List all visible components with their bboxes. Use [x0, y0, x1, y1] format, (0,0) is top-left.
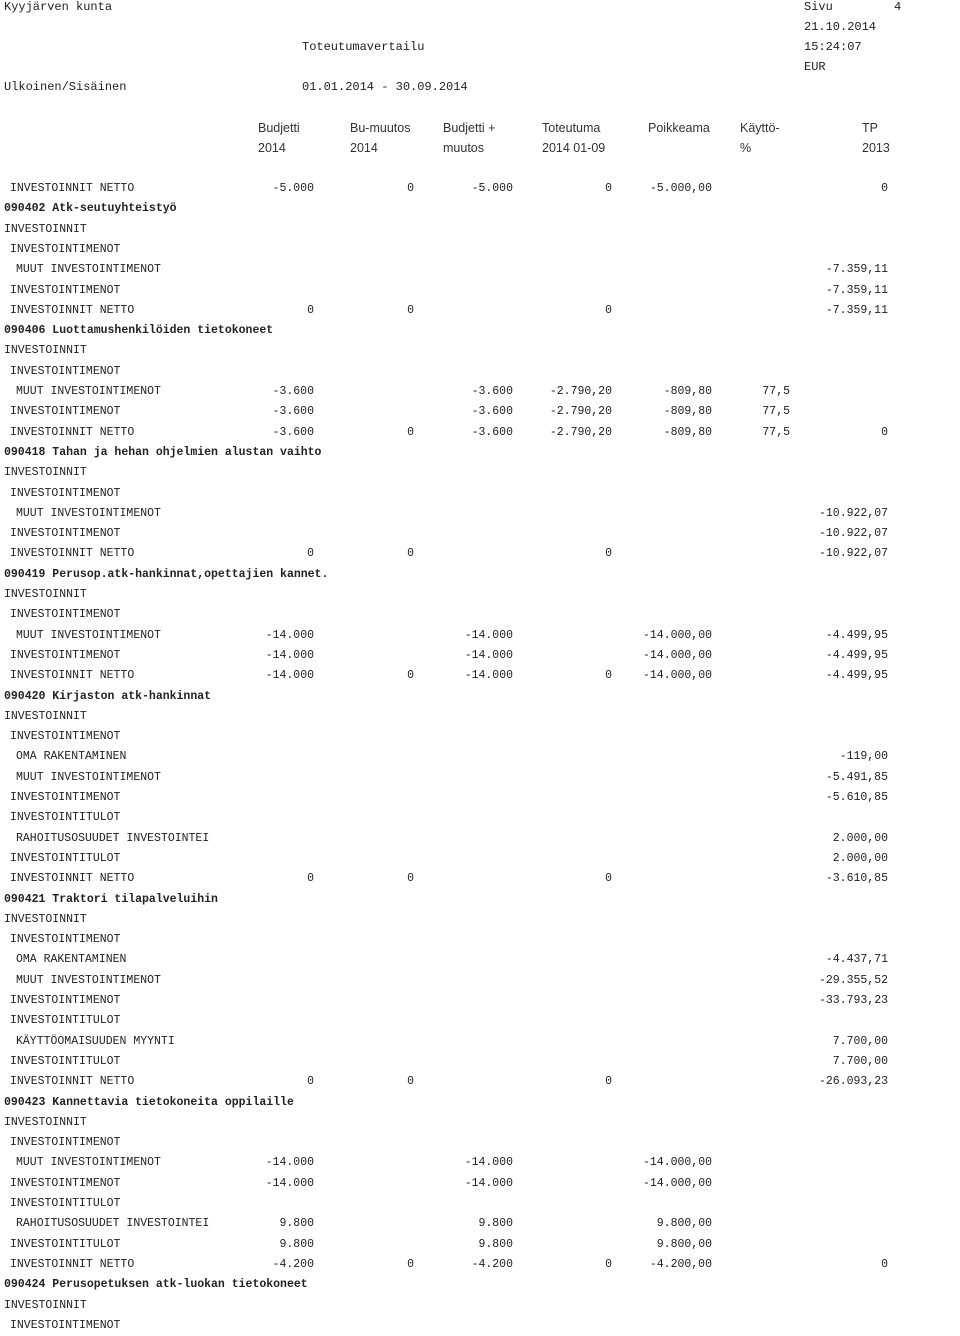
- cell-deviation: -14.000,00: [642, 648, 712, 662]
- page-number: 4: [894, 0, 902, 14]
- row-label: INVESTOINTIMENOT: [10, 648, 121, 662]
- table-row: [0, 869, 960, 889]
- row-label: INVESTOINNIT: [4, 222, 87, 236]
- cell-budget: 9.800: [279, 1217, 314, 1231]
- cell-deviation: 9.800,00: [656, 1217, 712, 1231]
- cell-tp: -4.499,95: [825, 669, 888, 683]
- section-row: [0, 1093, 960, 1113]
- row-label: INVESTOINTIMENOT: [10, 405, 121, 419]
- table-row: [0, 544, 960, 564]
- cell-actual: -2.790,20: [549, 425, 612, 439]
- cell-tp: -3.610,85: [825, 872, 888, 886]
- cell-budget: 0: [307, 547, 314, 561]
- row-label: INVESTOINTIMENOT: [10, 791, 121, 804]
- table-row: [0, 1011, 960, 1031]
- table-row: [0, 1072, 960, 1092]
- section-row: [0, 443, 960, 463]
- col-header-budget-plus-sub: muutos: [443, 141, 484, 155]
- section-row: [0, 687, 960, 707]
- row-label: INVESTOINNIT: [4, 912, 87, 926]
- section-row: [0, 565, 960, 585]
- cell-budget: -14.000: [265, 628, 314, 642]
- cell-deviation: -4.200,00: [649, 1257, 712, 1271]
- report-time: 15:24:07: [804, 40, 862, 54]
- col-header-deviation: Poikkeama: [648, 121, 710, 135]
- cell-budget: -14.000: [265, 669, 314, 683]
- col-header-tp: TP: [862, 121, 878, 135]
- table-row: [0, 402, 960, 422]
- section-title: 090421 Traktori tilapalveluihin: [4, 892, 218, 906]
- cell-actual: 0: [605, 669, 612, 683]
- table-row: [0, 1052, 960, 1072]
- cell-actual: 0: [605, 182, 612, 195]
- table-row: [0, 362, 960, 382]
- row-label: INVESTOINNIT NETTO: [10, 1257, 135, 1271]
- cell-tp: -7.359,11: [825, 303, 888, 317]
- section-title: 090423 Kannettavia tietokoneita oppilaille: [4, 1095, 294, 1109]
- cell-usage-pct: 77,5: [762, 405, 790, 419]
- cell-tp: 2.000,00: [832, 831, 888, 845]
- row-label: KÄYTTÖOMAISUUDEN MYYNTI: [16, 1034, 175, 1048]
- cell-tp: -4.437,71: [825, 953, 888, 967]
- cell-tp: -5.491,85: [825, 770, 888, 784]
- col-header-actual-period: 2014 01-09: [542, 141, 606, 155]
- cell-tp: -4.499,95: [825, 648, 888, 662]
- table-row: [0, 849, 960, 869]
- cell-actual: 0: [605, 872, 612, 886]
- cell-budget-total: 9.800: [478, 1217, 513, 1231]
- cell-actual: -2.790,20: [549, 405, 612, 419]
- cell-budget-change: 0: [407, 303, 414, 317]
- cell-tp: -33.793,23: [818, 994, 888, 1007]
- cell-budget-total: -14.000: [464, 1156, 513, 1170]
- table-row: [0, 1235, 960, 1255]
- row-label: INVESTOINNIT NETTO: [10, 872, 135, 886]
- col-header-actual: Toteutuma: [542, 121, 601, 135]
- row-label: INVESTOINTIMENOT: [10, 933, 121, 947]
- cell-tp: 2.000,00: [832, 851, 888, 865]
- cell-budget-change: 0: [407, 1257, 414, 1271]
- cell-budget-total: -3.600: [471, 405, 513, 419]
- table-row: [0, 666, 960, 686]
- cell-budget: -14.000: [265, 1156, 314, 1170]
- table-row: [0, 1133, 960, 1153]
- table-row: [0, 1296, 960, 1316]
- col-header-tp-year: 2013: [862, 141, 890, 155]
- row-label: INVESTOINTITULOT: [10, 851, 121, 865]
- row-label: INVESTOINNIT NETTO: [10, 182, 135, 195]
- row-label: MUUT INVESTOINTIMENOT: [16, 263, 161, 277]
- row-label: MUUT INVESTOINTIMENOT: [16, 770, 161, 784]
- table-row: [0, 484, 960, 504]
- row-label: INVESTOINNIT: [4, 588, 87, 601]
- row-label: MUUT INVESTOINTIMENOT: [16, 628, 161, 642]
- section-row: [0, 321, 960, 341]
- table-row: [0, 585, 960, 605]
- cell-tp: -4.499,95: [825, 628, 888, 642]
- table-row: [0, 1255, 960, 1275]
- row-label: INVESTOINNIT NETTO: [10, 547, 135, 561]
- row-label: INVESTOINTIMENOT: [10, 994, 121, 1007]
- row-label: RAHOITUSOSUUDET INVESTOINTEI: [16, 1217, 210, 1231]
- section-title: 090402 Atk-seutuyhteistyö: [4, 202, 177, 216]
- report-period: 01.01.2014 - 30.09.2014: [302, 80, 468, 94]
- row-label: INVESTOINTIMENOT: [10, 730, 121, 744]
- section-title: 090420 Kirjaston atk-hankinnat: [4, 689, 212, 703]
- cell-budget: 9.800: [279, 1237, 314, 1251]
- col-header-usage-unit: %: [740, 141, 752, 155]
- cell-budget-total: 9.800: [478, 1237, 513, 1251]
- table-row: [0, 504, 960, 524]
- cell-budget-change: 0: [407, 1075, 414, 1089]
- row-label: INVESTOINNIT: [4, 344, 87, 358]
- cell-tp: 7.700,00: [832, 1034, 888, 1048]
- table-row: [0, 991, 960, 1011]
- cell-tp: -7.359,11: [825, 283, 888, 297]
- cell-deviation: -14.000,00: [642, 669, 712, 683]
- table-row: [0, 930, 960, 950]
- cell-tp: 0: [881, 425, 888, 439]
- table-row: [0, 950, 960, 970]
- cell-budget-total: -14.000: [464, 628, 513, 642]
- cell-budget: -5.000: [272, 182, 314, 195]
- cell-budget: 0: [307, 303, 314, 317]
- section-title: 090418 Tahan ja hehan ohjelmien alustan vaihto: [4, 445, 322, 459]
- col-header-budget-change: Bu-muutos: [350, 121, 411, 135]
- table-row: [0, 910, 960, 930]
- row-label: INVESTOINTIMENOT: [10, 1176, 121, 1190]
- table-row: [0, 260, 960, 280]
- cell-actual: 0: [605, 1257, 612, 1271]
- cell-budget-total: -14.000: [464, 1176, 513, 1190]
- cell-tp: -26.093,23: [818, 1075, 888, 1089]
- section-row: [0, 199, 960, 219]
- row-label: INVESTOINNIT NETTO: [10, 669, 135, 683]
- cell-budget-total: -3.600: [471, 385, 513, 398]
- table-row: [0, 727, 960, 747]
- cell-tp: -10.922,07: [818, 506, 888, 520]
- cell-tp: 0: [881, 182, 888, 195]
- cell-usage-pct: 77,5: [762, 385, 790, 398]
- row-label: INVESTOINTIMENOT: [10, 1318, 121, 1332]
- cell-actual: -2.790,20: [549, 385, 612, 398]
- row-label: INVESTOINNIT NETTO: [10, 1075, 135, 1089]
- report-scope: Ulkoinen/Sisäinen: [4, 80, 127, 94]
- cell-deviation: -809,80: [663, 425, 712, 439]
- row-label: MUUT INVESTOINTIMENOT: [16, 973, 161, 987]
- row-label: INVESTOINTITULOT: [10, 1237, 121, 1251]
- cell-deviation: 9.800,00: [656, 1237, 712, 1251]
- cell-tp: -10.922,07: [818, 547, 888, 561]
- cell-tp: -10.922,07: [818, 527, 888, 541]
- row-label: OMA RAKENTAMINEN: [16, 750, 127, 764]
- section-title: 090419 Perusop.atk-hankinnat,opettajien kannet.: [4, 567, 329, 581]
- col-header-usage: Käyttö-: [740, 121, 780, 135]
- row-label: MUUT INVESTOINTIMENOT: [16, 385, 161, 398]
- row-label: INVESTOINTITULOT: [10, 1014, 121, 1028]
- table-row: [0, 220, 960, 240]
- cell-deviation: -5.000,00: [649, 182, 712, 195]
- row-label: INVESTOINTIMENOT: [10, 486, 121, 500]
- table-row: [0, 768, 960, 788]
- cell-actual: 0: [605, 1075, 612, 1089]
- table-row: [0, 301, 960, 321]
- cell-budget: -4.200: [272, 1257, 314, 1271]
- cell-budget: -14.000: [265, 648, 314, 662]
- row-label: INVESTOINNIT: [4, 1115, 87, 1129]
- table-row: [0, 1153, 960, 1173]
- table-row: [0, 707, 960, 727]
- col-header-budget-year: 2014: [258, 141, 286, 155]
- cell-tp: -5.610,85: [825, 791, 888, 804]
- table-row: [0, 524, 960, 544]
- cell-budget-change: 0: [407, 182, 414, 195]
- cell-tp: 0: [881, 1257, 888, 1271]
- cell-deviation: -14.000,00: [642, 628, 712, 642]
- row-label: MUUT INVESTOINTIMENOT: [16, 1156, 161, 1170]
- cell-budget: -3.600: [272, 385, 314, 398]
- table-row: [0, 463, 960, 483]
- row-label: INVESTOINTIMENOT: [10, 608, 121, 622]
- col-header-budget-change-year: 2014: [350, 141, 378, 155]
- cell-tp: -119,00: [839, 750, 888, 764]
- row-label: INVESTOINTITULOT: [10, 811, 121, 825]
- row-label: INVESTOINTIMENOT: [10, 1136, 121, 1150]
- cell-budget-total: -14.000: [464, 669, 513, 683]
- cell-tp: -29.355,52: [818, 973, 888, 987]
- table-row: [0, 1194, 960, 1214]
- table-row: [0, 1174, 960, 1194]
- cell-tp: 7.700,00: [832, 1054, 888, 1068]
- row-label: INVESTOINTITULOT: [10, 1197, 121, 1210]
- cell-budget-total: -5.000: [471, 182, 513, 195]
- cell-deviation: -14.000,00: [642, 1176, 712, 1190]
- section-row: [0, 1275, 960, 1295]
- cell-budget-total: -4.200: [471, 1257, 513, 1271]
- cell-deviation: -14.000,00: [642, 1156, 712, 1170]
- row-label: INVESTOINNIT: [4, 709, 87, 723]
- org-name: Kyyjärven kunta: [4, 0, 113, 14]
- row-label: MUUT INVESTOINTIMENOT: [16, 506, 161, 520]
- table-row: [0, 341, 960, 361]
- table-row: [0, 971, 960, 991]
- cell-budget: 0: [307, 1075, 314, 1089]
- cell-budget: -3.600: [272, 425, 314, 439]
- cell-budget: -14.000: [265, 1176, 314, 1190]
- table-row: [0, 423, 960, 443]
- cell-actual: 0: [605, 547, 612, 561]
- cell-budget-total: -14.000: [464, 648, 513, 662]
- currency: EUR: [804, 60, 826, 74]
- table-row: [0, 747, 960, 767]
- section-title: 090424 Perusopetuksen atk-luokan tietokoneet: [4, 1278, 308, 1292]
- table-row: [0, 626, 960, 646]
- table-row: [0, 382, 960, 402]
- row-label: OMA RAKENTAMINEN: [16, 953, 127, 967]
- cell-budget-change: 0: [407, 669, 414, 683]
- cell-budget-change: 0: [407, 872, 414, 886]
- cell-budget-total: -3.600: [471, 425, 513, 439]
- table-row: [0, 1214, 960, 1234]
- section-row: [0, 890, 960, 910]
- table-row: [0, 1316, 960, 1336]
- row-label: INVESTOINNIT: [4, 1298, 87, 1312]
- table-row: [0, 240, 960, 260]
- page-label: Sivu: [804, 0, 833, 14]
- table-row: [0, 1032, 960, 1052]
- table-row: [0, 788, 960, 808]
- row-label: INVESTOINTIMENOT: [10, 364, 121, 378]
- col-header-budget-plus: Budjetti +: [443, 121, 496, 135]
- row-label: INVESTOINTIMENOT: [10, 527, 121, 541]
- cell-usage-pct: 77,5: [762, 425, 790, 439]
- cell-tp: -7.359,11: [825, 263, 888, 277]
- cell-actual: 0: [605, 303, 612, 317]
- cell-budget-change: 0: [407, 425, 414, 439]
- row-label: RAHOITUSOSUUDET INVESTOINTEI: [16, 831, 210, 845]
- table-row: [0, 808, 960, 828]
- row-label: INVESTOINNIT NETTO: [10, 425, 135, 439]
- table-row: [0, 179, 960, 199]
- cell-deviation: -809,80: [663, 385, 712, 398]
- table-row: [0, 605, 960, 625]
- table-row: [0, 829, 960, 849]
- row-label: INVESTOINTITULOT: [10, 1054, 121, 1068]
- table-row: [0, 281, 960, 301]
- table-row: [0, 646, 960, 666]
- row-label: INVESTOINTIMENOT: [10, 242, 121, 256]
- col-header-budget: Budjetti: [258, 121, 300, 135]
- cell-budget: -3.600: [272, 405, 314, 419]
- section-title: 090406 Luottamushenkilöiden tietokoneet: [4, 324, 274, 338]
- cell-budget: 0: [307, 872, 314, 886]
- report-title: Toteutumavertailu: [302, 40, 425, 54]
- report-date: 21.10.2014: [804, 20, 877, 34]
- row-label: INVESTOINTIMENOT: [10, 283, 121, 297]
- row-label: INVESTOINNIT: [4, 466, 87, 480]
- cell-budget-change: 0: [407, 547, 414, 561]
- row-label: INVESTOINNIT NETTO: [10, 303, 135, 317]
- cell-deviation: -809,80: [663, 405, 712, 419]
- table-row: [0, 1113, 960, 1133]
